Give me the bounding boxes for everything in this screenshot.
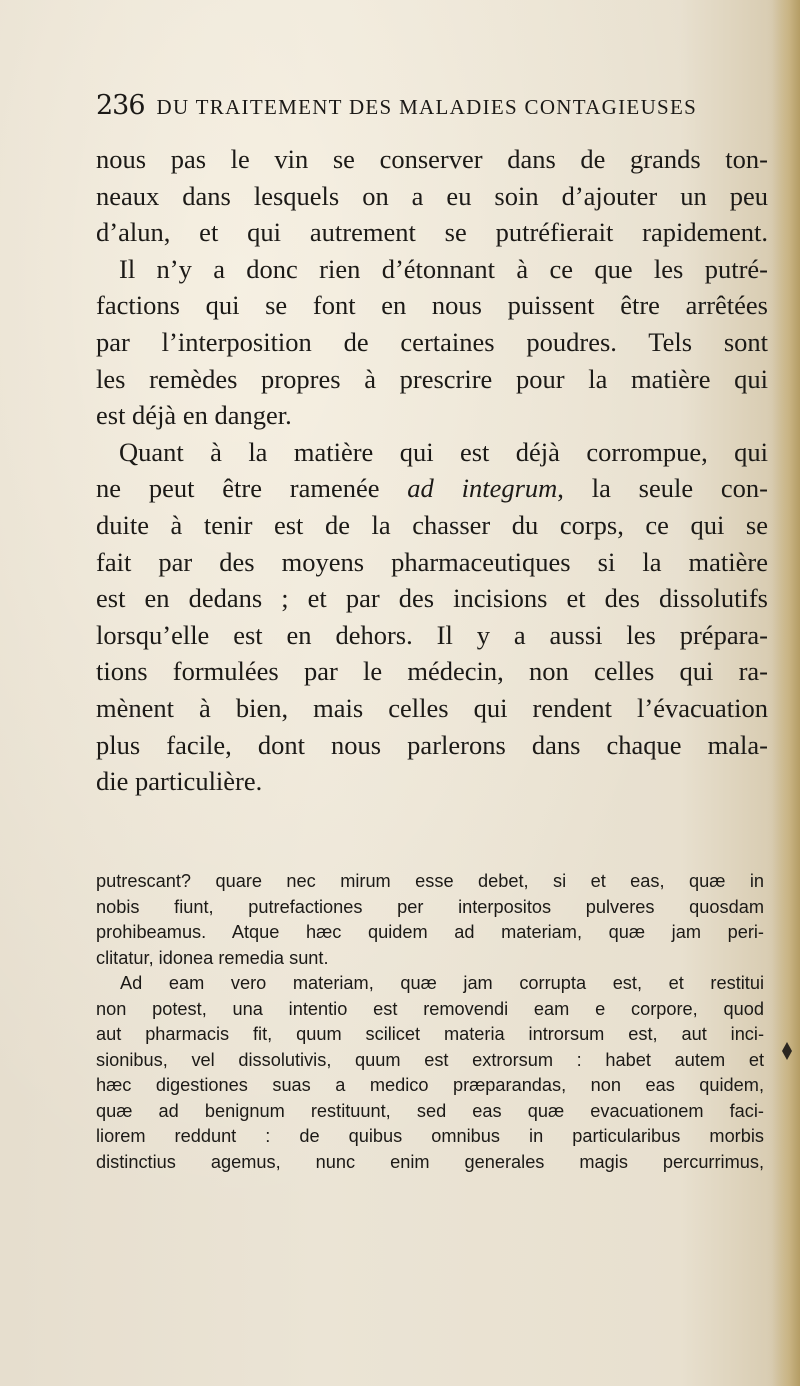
french-line: die particulière. [96,766,263,797]
french-line-with-italic [96,470,768,507]
latin-line: hæc digestiones suas a medico præparandas, non eas quidem, [96,1075,764,1095]
french-line: nous pas le vin se conserver dans de grands ton- [96,144,768,174]
french-line: tions formulées par le médecin, non celles qui ra- [96,656,768,687]
latin-line: quæ ad benignum restituunt, sed eas quæ evacuationem faci- [96,1100,764,1121]
latin-line: putrescant? quare nec mirum esse debet, si et eas, quæ in [96,871,764,891]
latin-line: Ad eam vero materiam, quæ jam corrupta est, et restitui [120,973,764,993]
latin-footnote [96,869,764,1175]
latin-line: sionibus, vel dissolutivis, quum est extrorsum : habet autem et [96,1049,764,1070]
page-header [96,90,736,130]
page-edge-stain [772,0,800,1386]
french-line: par l’interposition de certaines poudres. Tels sont [96,326,768,357]
french-line: duite à tenir est de la chasser du corps, ce qui se [96,509,768,540]
running-title: DU TRAITEMENT DES MALADIES CONTAGIEUSES [156,95,698,119]
french-line: fait par des moyens pharmaceutiques si la matière [96,546,768,577]
french-line: mènent à bien, mais celles qui rendent l’évacuation [96,692,768,723]
latin-line: non potest, una intentio est removendi eam e corpore, quod [96,998,764,1019]
french-line: lorsqu’elle est en dehors. Il y a aussi les prépara- [96,619,768,650]
ink-mark-icon [782,1042,792,1051]
italic-phrase: ad integrum [407,473,558,504]
french-line: Il n’y a donc rien d’étonnant à ce que les putré- [119,253,768,284]
latin-line: distinctius agemus, nunc enim generales magis percurrimus, [96,1151,764,1172]
latin-line: liorem reddunt : de quibus omnibus in particularibus morbis [96,1126,764,1146]
french-line: factions qui se font en nous puissent être arrêtées [96,290,768,321]
latin-line: aut pharmacis fit, quum scilicet materia introrsum est, aut inci- [96,1024,764,1044]
french-line: est déjà en danger. [96,400,292,431]
page-number: 236 [96,90,145,121]
french-paragraphs [96,141,768,800]
french-line: les remèdes propres à prescrire pour la matière qui [96,363,768,394]
latin-line: prohibeamus. Atque hæc quidem ad materiam, quæ jam peri- [96,922,764,942]
french-line: d’alun, et qui autrement se putréfierait rapidement. [96,217,768,248]
french-line: est en dedans ; et par des incisions et des dissolutifs [96,583,768,614]
latin-line: clitatur, idonea remedia sunt. [96,947,329,968]
french-line-part: , la seule con- [557,473,768,504]
french-line: neaux dans lesquels on a eu soin d’ajouter un peu [96,180,768,211]
french-line-part: ne peut être ramenée [96,473,408,504]
french-line: plus facile, dont nous parlerons dans chaque mala- [96,729,768,760]
french-line: Quant à la matière qui est déjà corrompue, qui [119,436,768,467]
latin-line: nobis fiunt, putrefactiones per interpositos pulveres quosdam [96,896,764,917]
